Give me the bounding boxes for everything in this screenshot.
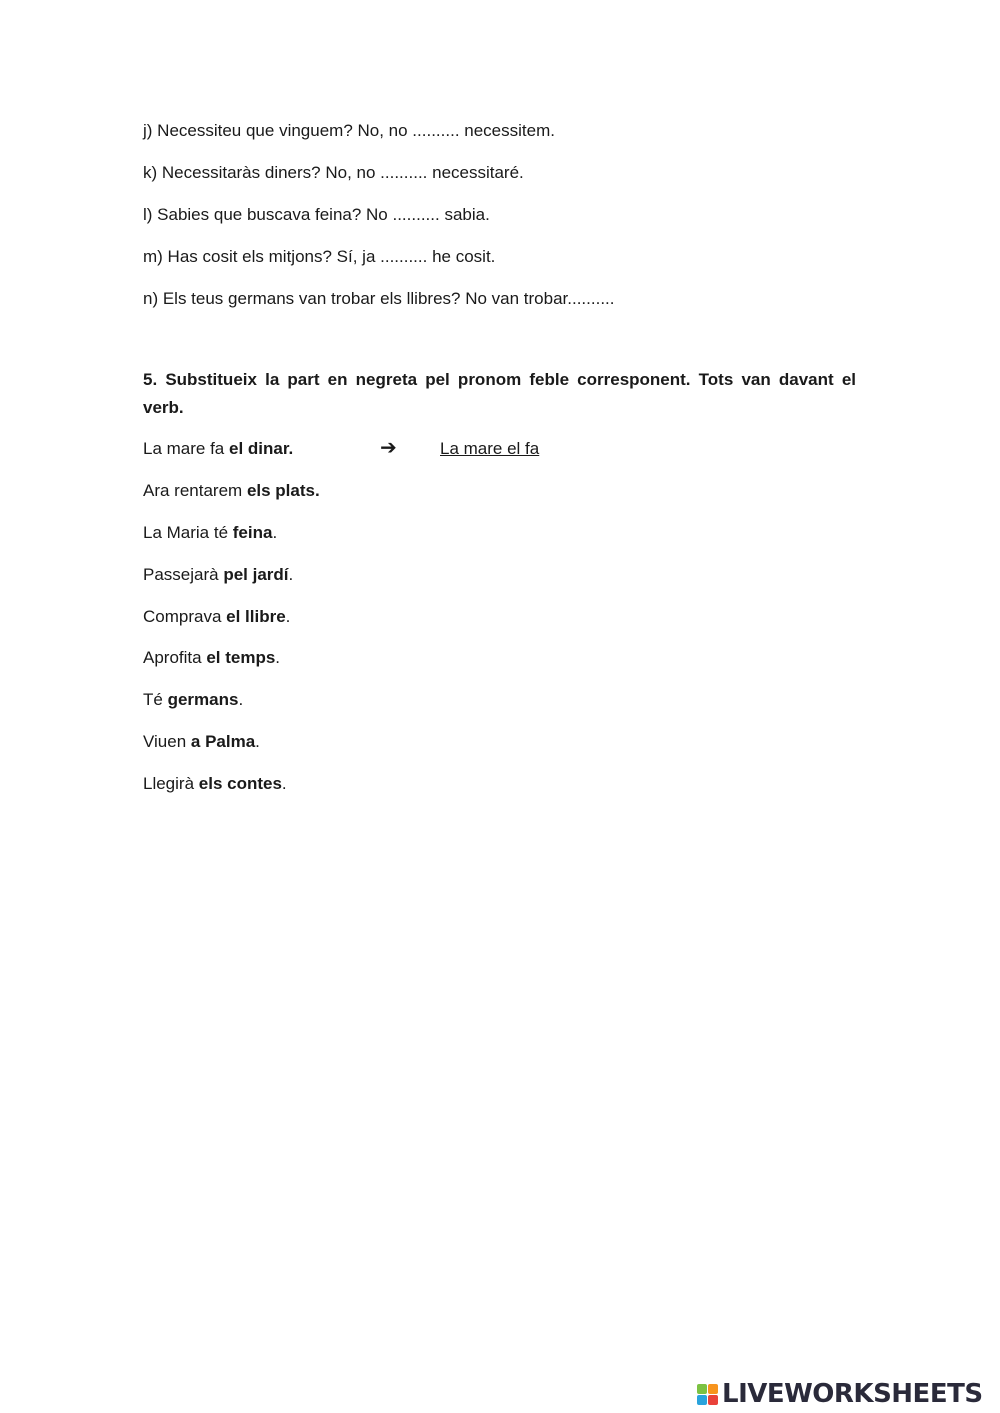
sentence-bold: pel jardí: [223, 565, 289, 584]
sentence-prefix: Comprava: [143, 607, 227, 626]
sentence-prefix: La Maria té: [143, 523, 233, 542]
sentence-prefix: Passejarà: [143, 565, 224, 584]
logo-square-red: [708, 1395, 718, 1405]
liveworksheets-logo: [697, 1378, 983, 1410]
sentence-7: [143, 731, 260, 753]
exercise-item-j: j) Necessiteu que vinguem? No, no .......... necessitem.: [143, 121, 555, 140]
sentence-prefix: Viuen: [143, 732, 191, 751]
sentence-bold: germans: [167, 690, 239, 709]
exercise-item-n: n) Els teus germans van trobar els llibres? No van trobar..........: [143, 289, 615, 308]
sentence-bold: feina: [232, 523, 273, 542]
sentence-suffix: .: [288, 565, 294, 584]
example-prefix: La mare fa: [143, 439, 229, 458]
sentence-suffix: .: [275, 648, 281, 667]
sentence-suffix: .: [285, 607, 291, 626]
sentence-bold: els plats.: [246, 481, 320, 500]
exercise-5-heading: 5. Substitueix la part en negreta pel pronom feble corresponent. Tots van davant el verb.: [143, 370, 856, 417]
sentence-5: [143, 647, 280, 669]
sentence-prefix: Aprofita: [143, 648, 207, 667]
sentence-8: [143, 773, 287, 795]
sentence-bold: els contes: [198, 774, 282, 793]
sentence-suffix: .: [238, 690, 244, 709]
logo-square-green: [697, 1384, 707, 1394]
sentence-bold: el temps: [206, 648, 276, 667]
arrow-right-icon: ➔: [380, 437, 397, 459]
example-answer: La mare el fa: [440, 439, 540, 458]
sentence-2: [143, 522, 277, 544]
sentence-6: [143, 689, 243, 711]
sentence-suffix: .: [255, 732, 260, 751]
sentence-prefix: Ara rentarem: [143, 481, 247, 500]
exercise-item-k: k) Necessitaràs diners? No, no .......... necessitaré.: [143, 163, 524, 182]
sentence-bold: el llibre: [226, 607, 286, 626]
logo-square-blue: [697, 1395, 707, 1405]
sentence-3: [143, 564, 293, 586]
sentence-4: [143, 606, 290, 628]
sentence-1: [143, 480, 320, 502]
logo-square-orange: [708, 1384, 718, 1394]
sentence-suffix: .: [272, 523, 278, 542]
logo-mark-icon: [697, 1384, 718, 1405]
logo-text: LIVEWORKSHEETS: [722, 1379, 983, 1409]
example-bold: el dinar.: [229, 439, 294, 458]
exercise-item-m: m) Has cosit els mitjons? Sí, ja .......... he cosit.: [143, 247, 496, 266]
sentence-prefix: Té: [143, 690, 168, 709]
sentence-prefix: Llegirà: [143, 774, 199, 793]
sentence-suffix: .: [281, 774, 287, 793]
example-sentence: [143, 438, 293, 460]
exercise-item-l: l) Sabies que buscava feina? No .......... sabia.: [143, 205, 490, 224]
sentence-bold: a Palma: [190, 732, 256, 751]
